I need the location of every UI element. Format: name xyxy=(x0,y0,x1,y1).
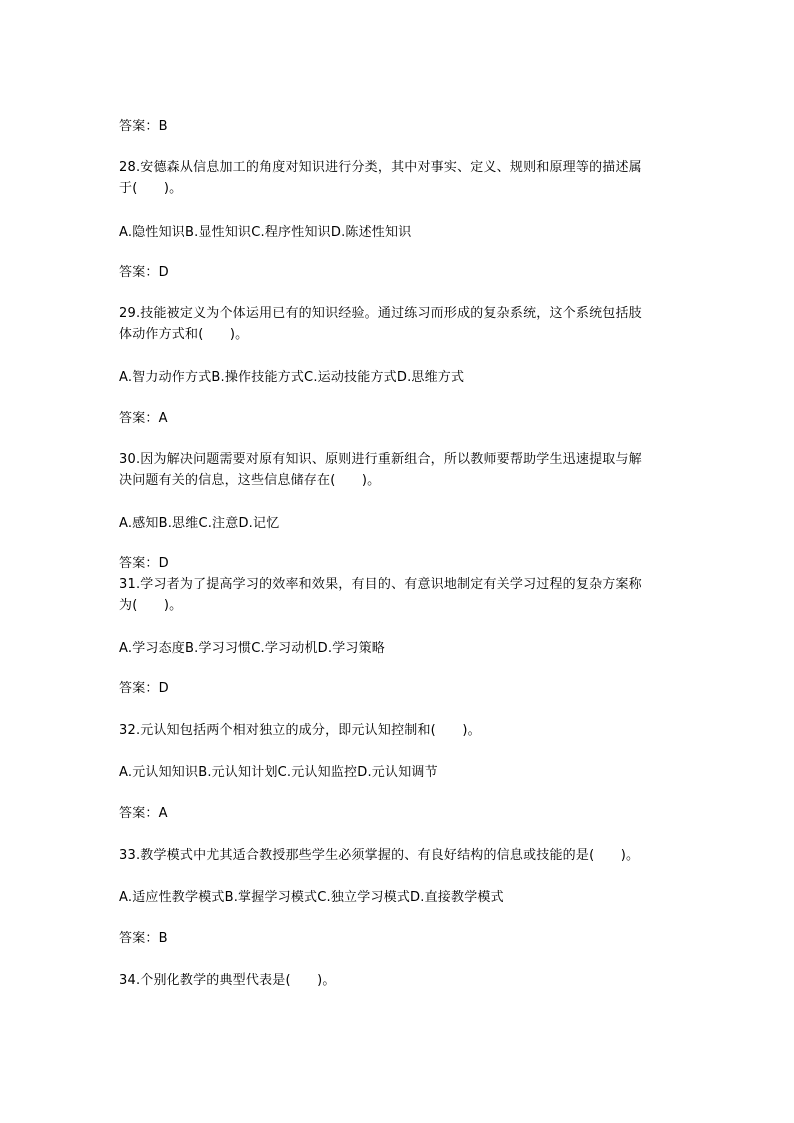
answer-32: 答案：A xyxy=(119,806,168,821)
options-31: A.学习态度B.学习习惯C.学习动机D.学习策略 xyxy=(119,641,385,656)
question-33: 33.教学模式中尤其适合教授那些学生必须掌握的、有良好结构的信息或技能的是( )。 xyxy=(119,848,640,863)
answer-31: 答案：D xyxy=(119,681,169,696)
options-30: A.感知B.思维C.注意D.记忆 xyxy=(119,516,280,531)
answer-33: 答案：B xyxy=(119,931,168,946)
options-32: A.元认知知识B.元认知计划C.元认知监控D.元认知调节 xyxy=(119,765,438,780)
question-29-line-2: 体动作方式和( )。 xyxy=(119,327,249,342)
answer-29: 答案：A xyxy=(119,411,168,426)
answer-30: 答案：D xyxy=(119,556,169,571)
question-28-line-1: 28.安德森从信息加工的角度对知识进行分类，其中对事实、定义、规则和原理等的描述属 xyxy=(119,160,642,175)
answer-27: 答案：B xyxy=(119,119,168,134)
question-31-line-2: 为( )。 xyxy=(119,598,183,613)
answer-28: 答案：D xyxy=(119,265,169,280)
question-34: 34.个别化教学的典型代表是( )。 xyxy=(119,973,336,988)
question-30-line-2: 决问题有关的信息，这些信息储存在( )。 xyxy=(119,473,381,488)
question-28-line-2: 于( )。 xyxy=(119,181,183,196)
question-31-line-1: 31.学习者为了提高学习的效率和效果，有目的、有意识地制定有关学习过程的复杂方案称 xyxy=(119,577,642,592)
options-33: A.适应性教学模式B.掌握学习模式C.独立学习模式D.直接教学模式 xyxy=(119,890,504,905)
question-30-line-1: 30.因为解决问题需要对原有知识、原则进行重新组合，所以教师要帮助学生迅速提取与解 xyxy=(119,452,642,467)
options-28: A.隐性知识B.显性知识C.程序性知识D.陈述性知识 xyxy=(119,225,412,240)
question-29-line-1: 29.技能被定义为个体运用已有的知识经验。通过练习而形成的复杂系统，这个系统包括肢 xyxy=(119,306,642,321)
question-32: 32.元认知包括两个相对独立的成分，即元认知控制和( )。 xyxy=(119,723,481,738)
options-29: A.智力动作方式B.操作技能方式C.运动技能方式D.思维方式 xyxy=(119,370,465,385)
